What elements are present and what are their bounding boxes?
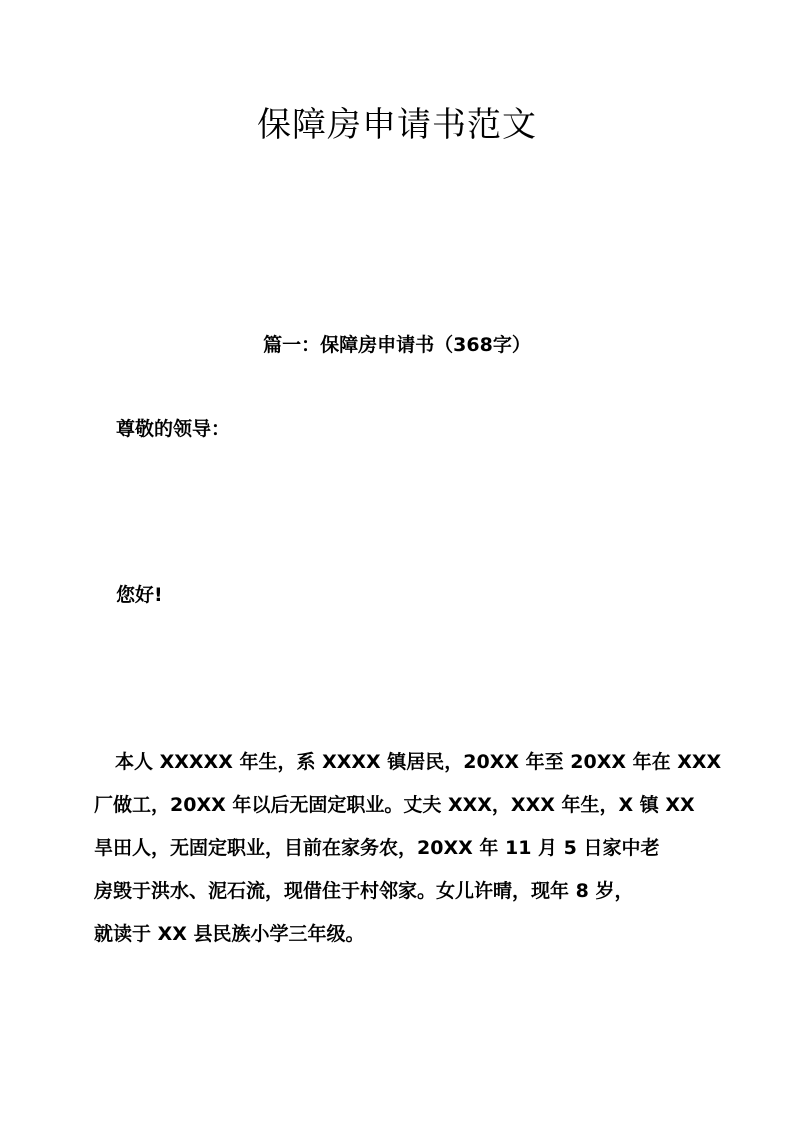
body-paragraph [94,744,722,959]
body-line: 旱田人，无固定职业，目前在家务农，20XX 年 11 月 5 日家中老 [94,837,660,859]
greeting: 您好! [116,584,163,606]
document-title: 保障房申请书范文 [257,105,537,145]
body-line: 本人 XXXXX 年生，系 XXXX 镇居民，20XX 年至 20XX 年在 XXX [115,751,722,773]
salutation: 尊敬的领导： [116,418,231,440]
body-line: 房毁于洪水、泥石流，现借住于村邻家。女儿许晴，现年 8 岁， [94,880,634,902]
section-heading: 篇一：保障房申请书（368字） [263,334,531,356]
body-line: 厂做工，20XX 年以后无固定职业。丈夫 XXX，XXX 年生，X 镇 XX [94,794,695,816]
body-line: 就读于 XX 县民族小学三年级。 [94,923,365,945]
